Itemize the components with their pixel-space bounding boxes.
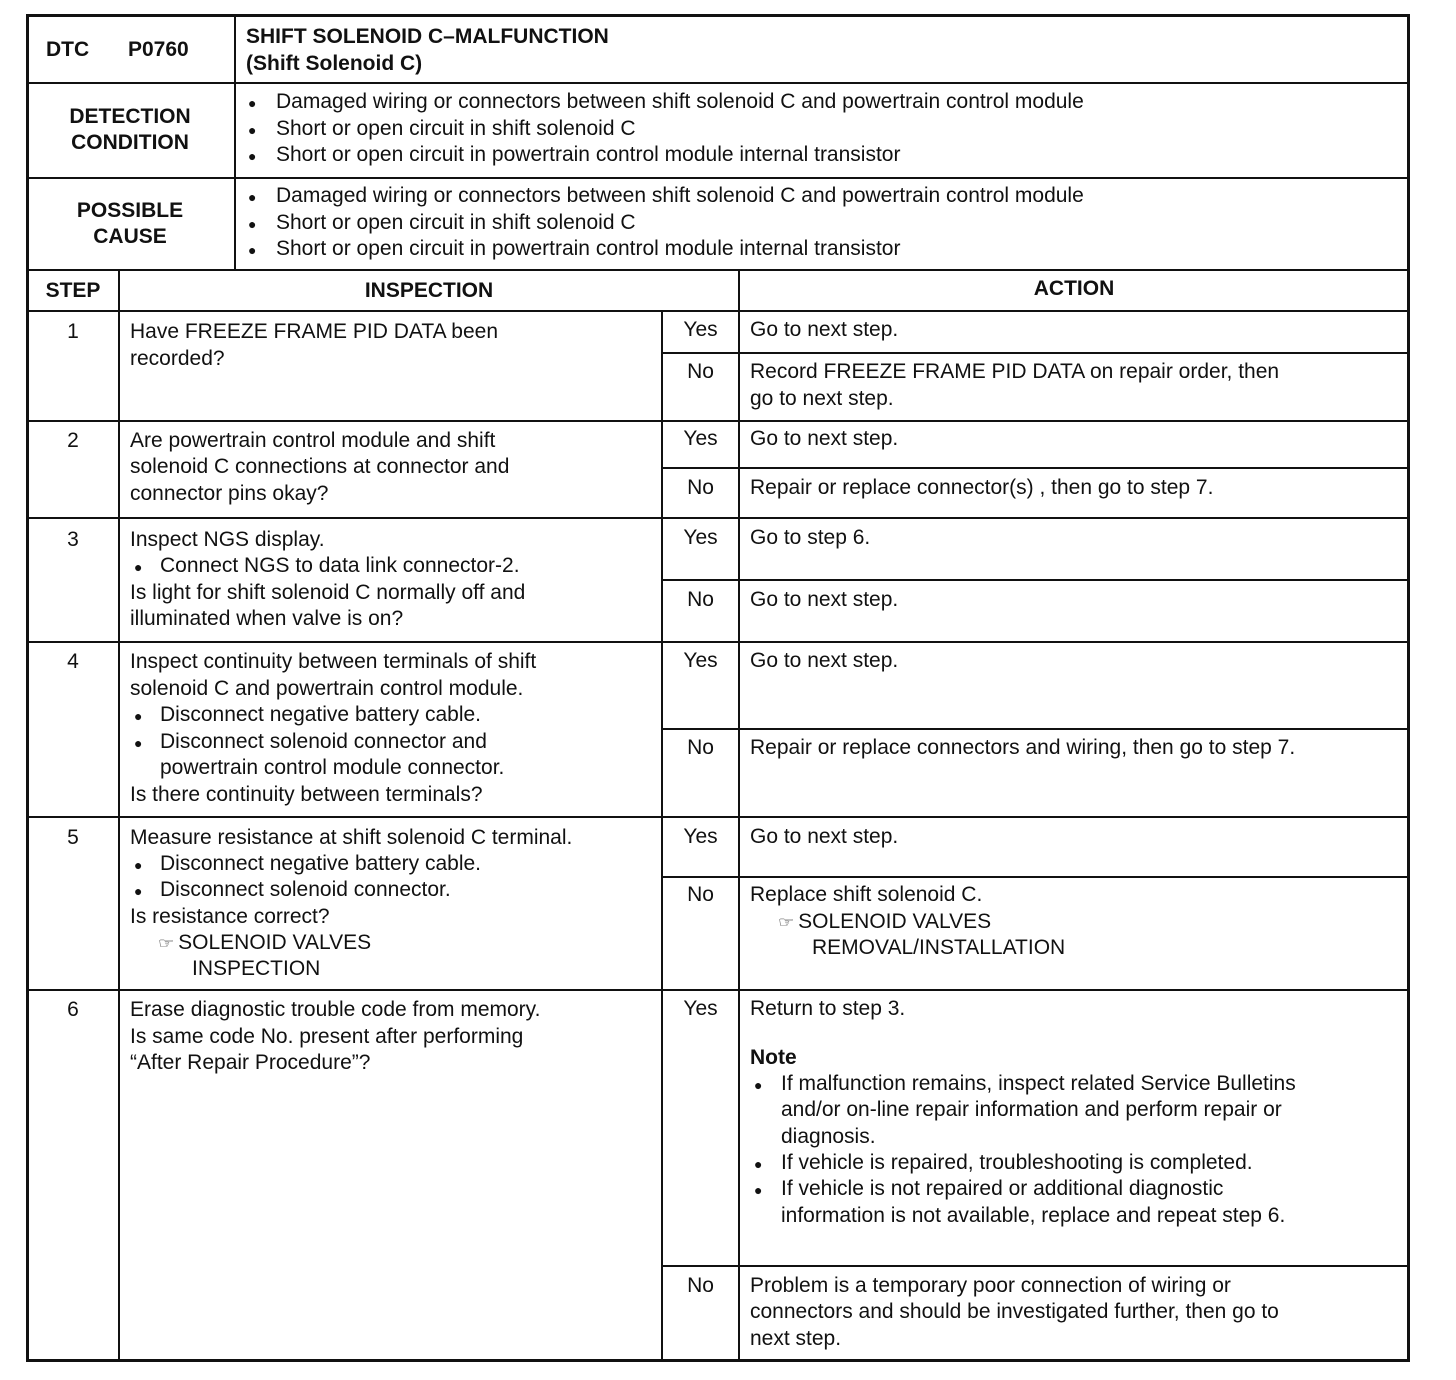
yes-label: Yes	[683, 649, 718, 672]
inspection-text: Erase diagnostic trouble code from memory.	[130, 998, 541, 1021]
grid-line	[738, 270, 740, 1360]
pointing-hand-icon: ☞	[158, 935, 175, 952]
inspection-text: solenoid C connections at connector and	[130, 455, 510, 478]
no-action: Problem is a temporary poor connection of wiring or	[750, 1274, 1231, 1297]
inspection-text: Is resistance correct?	[130, 905, 330, 928]
inspection-text: Disconnect solenoid connector.	[160, 878, 451, 901]
bullet-icon: ●	[754, 1077, 763, 1093]
yes-action: Go to next step.	[750, 825, 899, 848]
action-reference	[778, 909, 991, 936]
no-action: next step.	[750, 1327, 842, 1350]
grid-line	[28, 82, 1408, 84]
possible-cause-label: POSSIBLE	[76, 199, 184, 222]
cause-item: Short or open circuit in shift solenoid C	[276, 211, 636, 234]
grid-line	[662, 467, 1408, 469]
bullet-icon: ●	[134, 708, 143, 724]
reference-text: SOLENOID VALVES	[178, 931, 372, 954]
note-text: information is not available, replace and repeat step 6.	[781, 1204, 1286, 1227]
yes-label: Yes	[683, 825, 718, 848]
bullet-icon: ●	[248, 216, 257, 232]
inspection-text: connector pins okay?	[130, 482, 329, 505]
note-text: If vehicle is repaired, troubleshooting is completed.	[781, 1151, 1253, 1174]
grid-line	[28, 420, 1408, 422]
grid-line	[28, 641, 1408, 643]
step-number: 6	[67, 998, 79, 1021]
inspection-text: Is same code No. present after performing	[130, 1025, 524, 1048]
yes-label: Yes	[683, 526, 718, 549]
no-action: Go to next step.	[750, 588, 899, 611]
no-action: connectors and should be investigated further, then go to	[750, 1300, 1279, 1323]
inspection-text: solenoid C and powertrain control module.	[130, 677, 524, 700]
step-number: 4	[67, 650, 79, 673]
no-action: Record FREEZE FRAME PID DATA on repair order, then	[750, 360, 1280, 383]
yes-label: Yes	[683, 318, 718, 341]
yes-label: Yes	[683, 427, 718, 450]
inspection-text: illuminated when valve is on?	[130, 607, 404, 630]
column-header-step: STEP	[45, 279, 101, 302]
column-header-inspection: INSPECTION	[364, 279, 494, 302]
inspection-text: recorded?	[130, 347, 225, 370]
bullet-icon: ●	[134, 883, 143, 899]
detection-item: Damaged wiring or connectors between shift solenoid C and powertrain control module	[276, 90, 1084, 113]
grid-line	[28, 269, 1408, 271]
cause-item: Damaged wiring or connectors between shift solenoid C and powertrain control module	[276, 184, 1084, 207]
detection-label: DETECTION	[69, 105, 191, 128]
inspection-text: Are powertrain control module and shift	[130, 429, 496, 452]
note-label: Note	[750, 1046, 797, 1069]
no-label: No	[687, 476, 714, 499]
inspection-reference: INSPECTION	[192, 957, 321, 980]
bullet-icon: ●	[134, 735, 143, 751]
bullet-icon: ●	[754, 1156, 763, 1172]
inspection-text: Inspect continuity between terminals of shift	[130, 650, 537, 673]
step-number: 5	[67, 826, 79, 849]
detection-item: Short or open circuit in shift solenoid C	[276, 117, 636, 140]
grid-line	[28, 310, 1408, 312]
pointing-hand-icon: ☞	[778, 914, 795, 931]
yes-action: Go to next step.	[750, 649, 899, 672]
detection-item: Short or open circuit in powertrain control module internal transistor	[276, 143, 901, 166]
no-action: go to next step.	[750, 387, 894, 410]
detection-label: CONDITION	[71, 131, 189, 154]
grid-line	[662, 728, 1408, 730]
inspection-text: Disconnect solenoid connector and	[160, 730, 487, 753]
no-action: Repair or replace connectors and wiring, then go to step 7.	[750, 736, 1296, 759]
bullet-icon: ●	[754, 1182, 763, 1198]
grid-line	[662, 579, 1408, 581]
inspection-text: “After Repair Procedure”?	[130, 1051, 371, 1074]
dtc-subtitle: (Shift Solenoid C)	[246, 52, 423, 75]
grid-line	[662, 352, 1408, 354]
no-label: No	[687, 883, 714, 906]
no-label: No	[687, 588, 714, 611]
dtc-label: DTC	[46, 38, 90, 61]
inspection-text: Disconnect negative battery cable.	[160, 852, 482, 875]
yes-label: Yes	[683, 997, 718, 1020]
inspection-text: Connect NGS to data link connector-2.	[160, 554, 520, 577]
inspection-text: Disconnect negative battery cable.	[160, 703, 482, 726]
note-text: and/or on-line repair information and perform repair or	[781, 1098, 1282, 1121]
bullet-icon: ●	[134, 559, 143, 575]
action-reference: REMOVAL/INSTALLATION	[812, 936, 1066, 959]
grid-line	[118, 270, 120, 1360]
step-number: 2	[67, 429, 79, 452]
inspection-text: Measure resistance at shift solenoid C terminal.	[130, 826, 573, 849]
no-label: No	[687, 736, 714, 759]
dtc-title: SHIFT SOLENOID C–MALFUNCTION	[246, 25, 609, 48]
inspection-text: Is there continuity between terminals?	[130, 783, 483, 806]
grid-line	[28, 517, 1408, 519]
no-action: Replace shift solenoid C.	[750, 883, 983, 906]
inspection-text: Is light for shift solenoid C normally off and	[130, 581, 526, 604]
note-text: diagnosis.	[781, 1125, 876, 1148]
note-text: If malfunction remains, inspect related Service Bulletins	[781, 1072, 1296, 1095]
no-label: No	[687, 1274, 714, 1297]
grid-line	[662, 876, 1408, 878]
bullet-icon: ●	[248, 95, 257, 111]
no-action: Repair or replace connector(s) , then go to step 7.	[750, 476, 1214, 499]
grid-line	[662, 1265, 1408, 1267]
bullet-icon: ●	[134, 857, 143, 873]
column-header-action: ACTION	[1033, 277, 1115, 300]
inspection-text: powertrain control module connector.	[160, 756, 505, 779]
yes-action: Go to next step.	[750, 427, 899, 450]
grid-line	[28, 989, 1408, 991]
step-number: 3	[67, 528, 79, 551]
possible-cause-label: CAUSE	[93, 225, 167, 248]
bullet-icon: ●	[248, 148, 257, 164]
grid-line	[234, 16, 236, 270]
yes-action: Go to next step.	[750, 318, 899, 341]
grid-line	[28, 816, 1408, 818]
inspection-text: Inspect NGS display.	[130, 528, 325, 551]
bullet-icon: ●	[248, 242, 257, 258]
grid-line	[28, 177, 1408, 179]
note-text: If vehicle is not repaired or additional diagnostic	[781, 1177, 1224, 1200]
inspection-text: Have FREEZE FRAME PID DATA been	[130, 320, 498, 343]
reference-text: SOLENOID VALVES	[798, 910, 992, 933]
step-number: 1	[67, 320, 79, 343]
bullet-icon: ●	[248, 189, 257, 205]
no-label: No	[687, 360, 714, 383]
yes-action: Return to step 3.	[750, 997, 906, 1020]
dtc-code: P0760	[128, 38, 189, 61]
cause-item: Short or open circuit in powertrain control module internal transistor	[276, 237, 901, 260]
inspection-reference	[158, 930, 371, 957]
yes-action: Go to step 6.	[750, 526, 871, 549]
bullet-icon: ●	[248, 122, 257, 138]
